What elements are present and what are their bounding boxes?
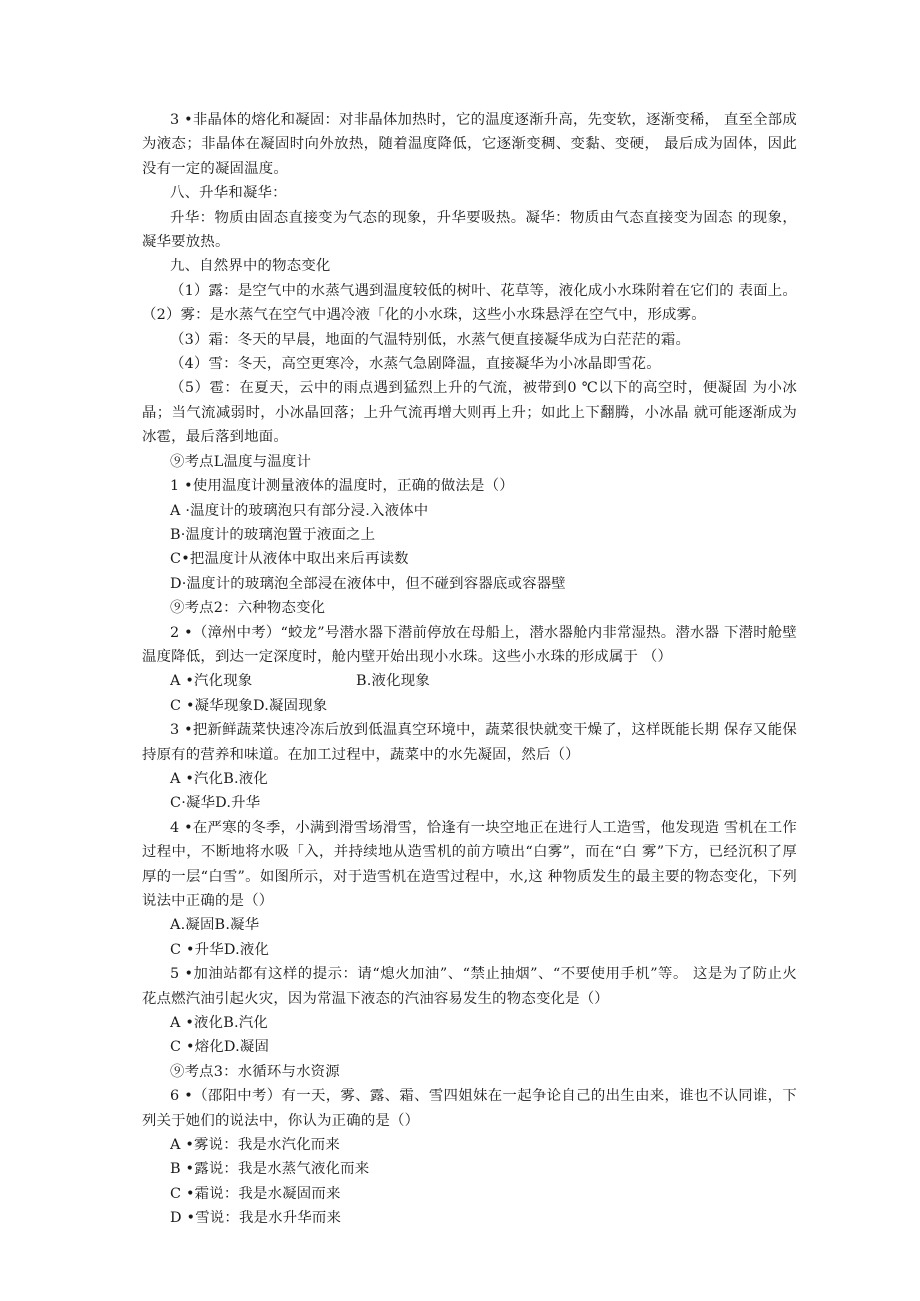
question-2-options-ab: [142, 669, 797, 693]
document-body: [142, 108, 797, 1231]
kaodian-3-title: ⑨考点3：水循环与水资源: [170, 1063, 340, 1080]
question-2-options-cd: C •凝华现象D.凝固现象: [170, 697, 328, 714]
question-1-option-d: D·温度计的玻璃泡全部浸在液体中，但不碰到容器底或容器壁: [170, 575, 566, 592]
question-1-option-c: C•把温度计从液体中取出来后再读数: [170, 551, 409, 568]
question-3-stem: 3 •把新鲜蔬菜快速冷冻后放到低温真空环境中，蔬菜很快就变干燥了，这样既能长期 保存又能保持原有的营养和味道。在加工过程中，蔬菜中的水先凝固，然后（）: [142, 722, 797, 763]
question-1-stem: 1 •使用温度计测量液体的温度时，正确的做法是（）: [170, 478, 514, 495]
question-4-options-cd: C •升华D.液化: [170, 941, 270, 958]
question-1-option-a: A ·温度计的玻璃泡只有部分浸.入液体中: [170, 502, 429, 519]
question-4-stem: 4 •在严寒的冬季，小满到滑雪场滑雪，恰逢有一块空地正在进行人工造雪，他发现造 雪机在工作过程中，不断地将水吸「入，并持续地从造雪机的前方喷出“白雾”，而在“白 雾”下方，已经沉积了厚厚的一层“白雪”。如图所示，对于造雪机在造雪过程中，水,这 种物质发生的最主要的物态变化，下列说法中正确的是（）: [142, 819, 797, 909]
section-heading-natural-changes: 九、自然界中的物态变化: [170, 258, 331, 275]
question-6-stem: 6 •（邵阳中考）有一天，雾、露、霜、雪四姐妹在一起争论自己的出生由来，谁也不认同谁，下列关于她们的说法中，你认为正确的是（）: [142, 1088, 797, 1129]
question-2-stem: 2 •（漳州中考）“蛟龙”号潜水器下潜前停放在母船上，潜水器舱内非常湿热。潜水器 下潜时舱壁温度降低，到达一定深度时，舱内壁开始出现小水珠。这些小水珠的形成属于 （）: [142, 624, 797, 665]
question-2-option-a: A •汽化现象: [170, 673, 253, 690]
section-heading-sublimation: 八、升华和凝华：: [170, 185, 287, 202]
paragraph-dew-fog: （1）露：是空气中的水蒸气遇到温度较低的树叶、花草等，液化成小水珠附着在它们的 表面上。（2）雾：是水蒸气在空气中遇冷液「化的小水珠，这些小水珠悬浮在空气中，形成雾。: [142, 282, 797, 324]
question-5-options-cd: C •熔化D.凝固: [170, 1039, 270, 1056]
paragraph-sublimation: 升华：物质由固态直接变为气态的现象，升华要吸热。凝华：物质由气态直接变为固态 的现象，凝华要放热。: [142, 209, 797, 251]
question-3-options-cd: C·凝华D.升华: [170, 795, 261, 812]
question-4-options-ab: A.凝固B.凝华: [170, 917, 260, 934]
question-6-option-a: A •雾说：我是水汽化而来: [170, 1137, 340, 1154]
question-6-option-d: D •雪说：我是水升华而来: [170, 1210, 342, 1227]
paragraph-hail: （5）雹：在夏天，云中的雨点遇到猛烈上升的气流，被带到0 ℃以下的高空时，便凝固 为小冰晶；当气流减弱时，小冰晶回落；上升气流再增大则再上升；如此上下翻腾，小冰晶 就可能逐渐成为冰雹，最后落到地面。: [142, 380, 797, 446]
question-6-option-b: B •露说：我是水蒸气液化而来: [170, 1161, 370, 1178]
kaodian-2-title: ⑨考点2：六种物态变化: [170, 600, 326, 617]
paragraph-frost: （3）霜：冬天的早晨，地面的气温特别低，水蒸气便直接凝华成为白茫茫的霜。: [170, 331, 691, 348]
paragraph-snow: （4）雪：冬天，高空更寒冷，水蒸气急剧降温，直接凝华为小冰晶即雪花。: [170, 356, 661, 373]
question-1-option-b: B·温度计的玻璃泡置于液面之上: [170, 526, 376, 543]
question-2-option-b: B.液化现象: [356, 673, 430, 690]
paragraph-amorphous-melting: 3 •非晶体的熔化和凝固：对非晶体加热时，它的温度逐渐升高，先变软，逐渐变稀， 直至全部成为液态；非晶体在凝固时向外放热，随着温度降低，它逐渐变稠、变黏、变硬， 最后成为固体，因此没有一定的凝固温度。: [142, 112, 797, 177]
kaodian-1-title: ⑨考点L温度与温度计: [170, 453, 312, 470]
question-5-stem: 5 •加油站都有这样的提示：请“熄火加油”、“禁止抽烟”、“不要使用手机”等。 这是为了防止火花点燃汽油引起火灾，因为常温下液态的汽油容易发生的物态变化是（）: [142, 966, 797, 1007]
question-3-options-ab: A •汽化B.液化: [170, 770, 268, 787]
question-5-options-ab: A •液化B.汽化: [170, 1015, 268, 1032]
question-6-option-c: C •霜说：我是水凝固而来: [170, 1185, 341, 1202]
